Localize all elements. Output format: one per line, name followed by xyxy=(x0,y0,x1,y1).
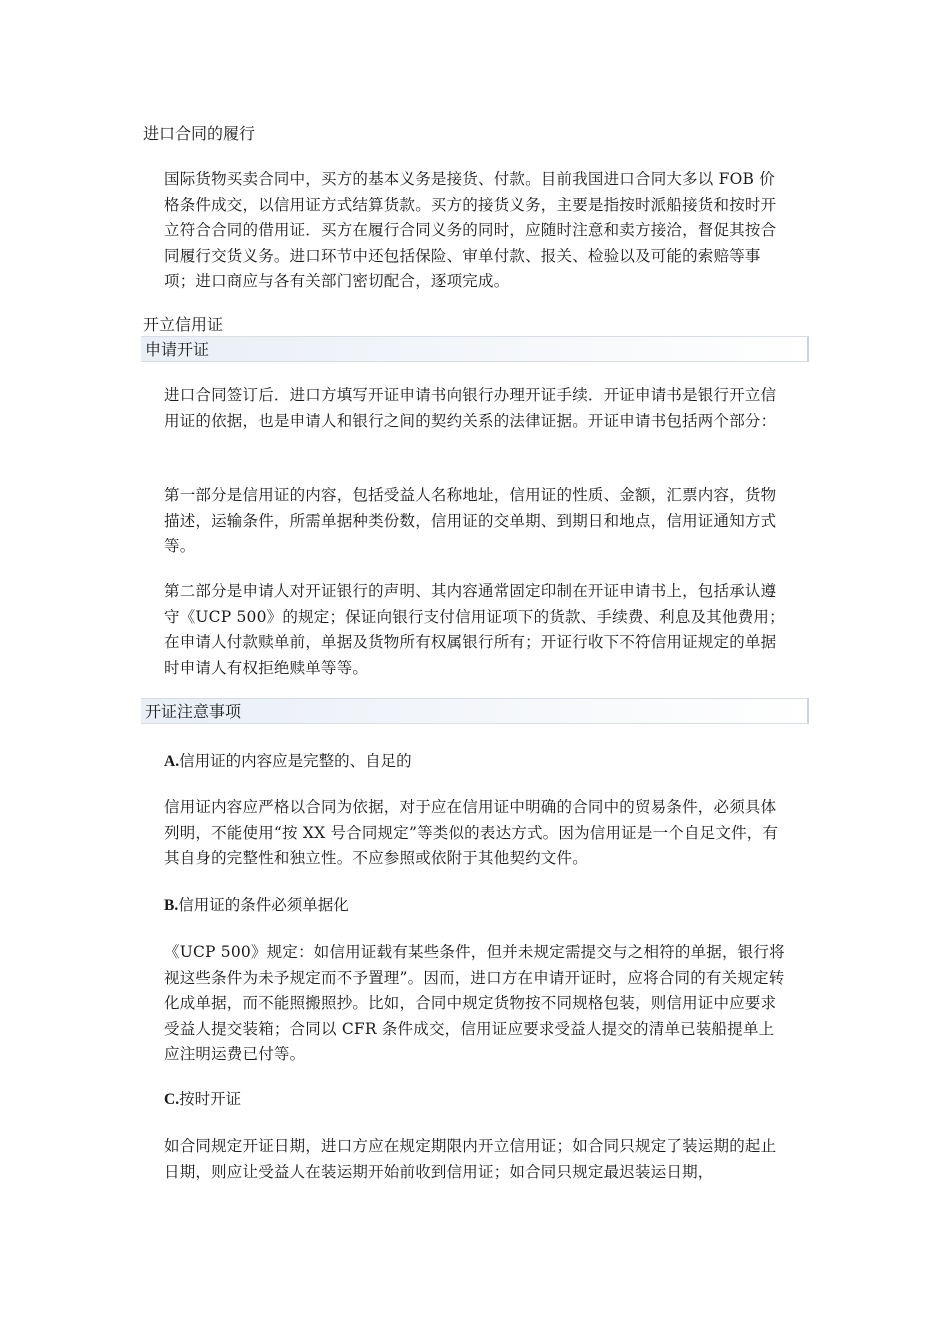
item-c-heading xyxy=(164,1087,241,1112)
item-b-title: 信用证的条件必须单据化 xyxy=(178,896,349,914)
item-a-letter: A. xyxy=(164,753,180,770)
apply-paragraph-2: 第一部分是信用证的内容，包括受益人名称地址，信用证的性质、金额，汇票内容，货物描述，运输条件，所需单据种类份数，信用证的交单期、到期日和地点，信用证通知方式等。 xyxy=(164,486,777,555)
item-b-letter: B. xyxy=(164,897,179,914)
apply-paragraph-1: 进口合同签订后．进口方填写开证申请书向银行办理开证手续．开证申请书是银行开立信用证的依据，也是申请人和银行之间的契约关系的法律证据。开证申请书包括两个部分： xyxy=(164,386,777,430)
document-title: 进口合同的履行 xyxy=(143,124,256,143)
section-bar-apply xyxy=(141,336,809,362)
intro-paragraph: 国际货物买卖合同中，买方的基本义务是接货、付款。目前我国进口合同大多以 FOB 价格条件成交，以信用证方式结算货款。买方的接货义务，主要是指按时派船接货和按时开立符合合同的借用证．买方在履行合同义务的同时，应随时注意和卖方接洽，督促其按合同履行交货义务。进口环节中还包括保险、审单付款、报关、检验以及可能的索赔等事项；进口商应与各有关部门密切配合，逐项完成。 xyxy=(164,170,777,290)
section-heading-apply: 申请开证 xyxy=(145,340,210,359)
section-heading-open-lc: 开立信用证 xyxy=(143,315,224,334)
apply-paragraph-3: 第二部分是申请人对开证银行的声明、其内容通常固定印制在开证申请书上，包括承认遵守《UCP 500》的规定；保证向银行支付信用证项下的货款、手续费、利息及其他费用；在申请人付款赎单前，单据及货物所有权属银行所有；开证行收下不符信用证规定的单据时申请人有权拒绝赎单等等。 xyxy=(164,582,785,677)
item-b-body: 《UCP 500》规定：如信用证载有某些条件，但并未规定需提交与之相符的单据，银行将视这些条件为未予规定而不予置理”。因而，进口方在申请开证时，应将合同的有关规定转化成单据，而不能照搬照抄。比如，合同中规定货物按不同规格包装，则信用证中应要求受益人提交装箱；合同以 CFR 条件成交，信用证应要求受益人提交的清单已装船提单上应注明运费已付等。 xyxy=(164,943,785,1063)
item-c-body: 如合同规定开证日期，进口方应在规定期限内开立信用证；如合同只规定了装运期的起止日期，则应让受益人在装运期开始前收到信用证；如合同只规定最迟装运日期， xyxy=(164,1137,777,1181)
item-b-heading xyxy=(164,893,349,918)
item-a-heading xyxy=(164,749,412,774)
item-a-body: 信用证内容应严格以合同为依据，对于应在信用证中明确的合同中的贸易条件，必须具体列明，不能使用“按 XX 号合同规定”等类似的表达方式。因为信用证是一个自足文件，有其自身的完整性和独立性。不应参照或依附于其他契约文件。 xyxy=(164,798,779,867)
item-c-letter: C. xyxy=(164,1091,180,1108)
section-bar-notes xyxy=(141,698,809,724)
section-heading-notes: 开证注意事项 xyxy=(145,702,242,721)
item-a-title: 信用证的内容应是完整的、自足的 xyxy=(179,752,412,770)
item-c-title: 按时开证 xyxy=(179,1090,242,1108)
